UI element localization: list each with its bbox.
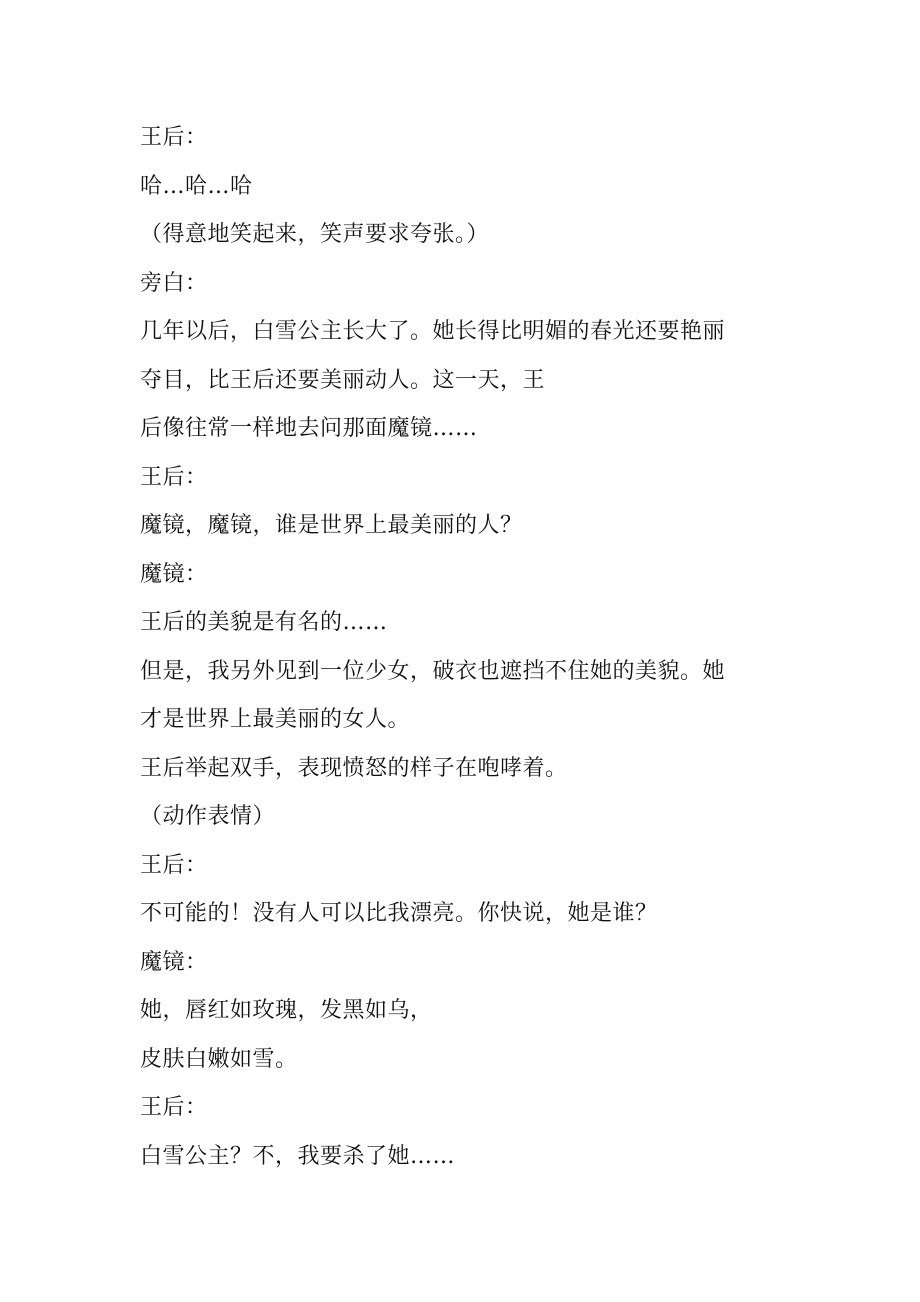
- narration-line: 夺目，比王后还要美丽动人。这一天，王: [140, 367, 546, 393]
- dialogue-line: 白雪公主？不，我要杀了她……: [140, 1143, 456, 1169]
- speaker-label: 王后：: [140, 852, 208, 878]
- stage-direction: 王后举起双手，表现愤怒的样子在咆哮着。: [140, 755, 568, 781]
- stage-direction: （得意地笑起来，笑声要求夸张。）: [140, 222, 490, 247]
- script-text: [140, 114, 800, 1181]
- speaker-label: 王后：: [140, 1095, 208, 1120]
- dialogue-line: 但是，我另外见到一位少女，破衣也遮挡不住她的美貌。她: [140, 658, 726, 684]
- dialogue-line: 不可能的！没有人可以比我漂亮。你快说，她是谁？: [140, 901, 658, 926]
- narration-line: 后像往常一样地去问那面魔镜……: [140, 416, 478, 441]
- dialogue-line: 才是世界上最美丽的女人。: [140, 707, 411, 732]
- dialogue-line: 哈…哈…哈: [140, 173, 253, 199]
- dialogue-line: 她，唇红如玫瑰，发黑如乌，: [140, 998, 433, 1023]
- speaker-label: 魔镜：: [140, 949, 208, 975]
- speaker-label: 王后：: [140, 125, 208, 150]
- speaker-label: 魔镜：: [140, 561, 208, 587]
- speaker-label: 旁白：: [140, 270, 208, 296]
- dialogue-line: 皮肤白嫩如雪。: [140, 1046, 298, 1072]
- stage-direction: （动作表情）: [140, 804, 276, 829]
- speaker-label: 王后：: [140, 464, 208, 490]
- narration-line: 几年以后，白雪公主长大了。她长得比明媚的春光还要艳丽: [140, 319, 726, 344]
- dialogue-line: 王后的美貌是有名的……: [140, 610, 388, 635]
- dialogue-line: 魔镜，魔镜，谁是世界上最美丽的人？: [140, 513, 523, 538]
